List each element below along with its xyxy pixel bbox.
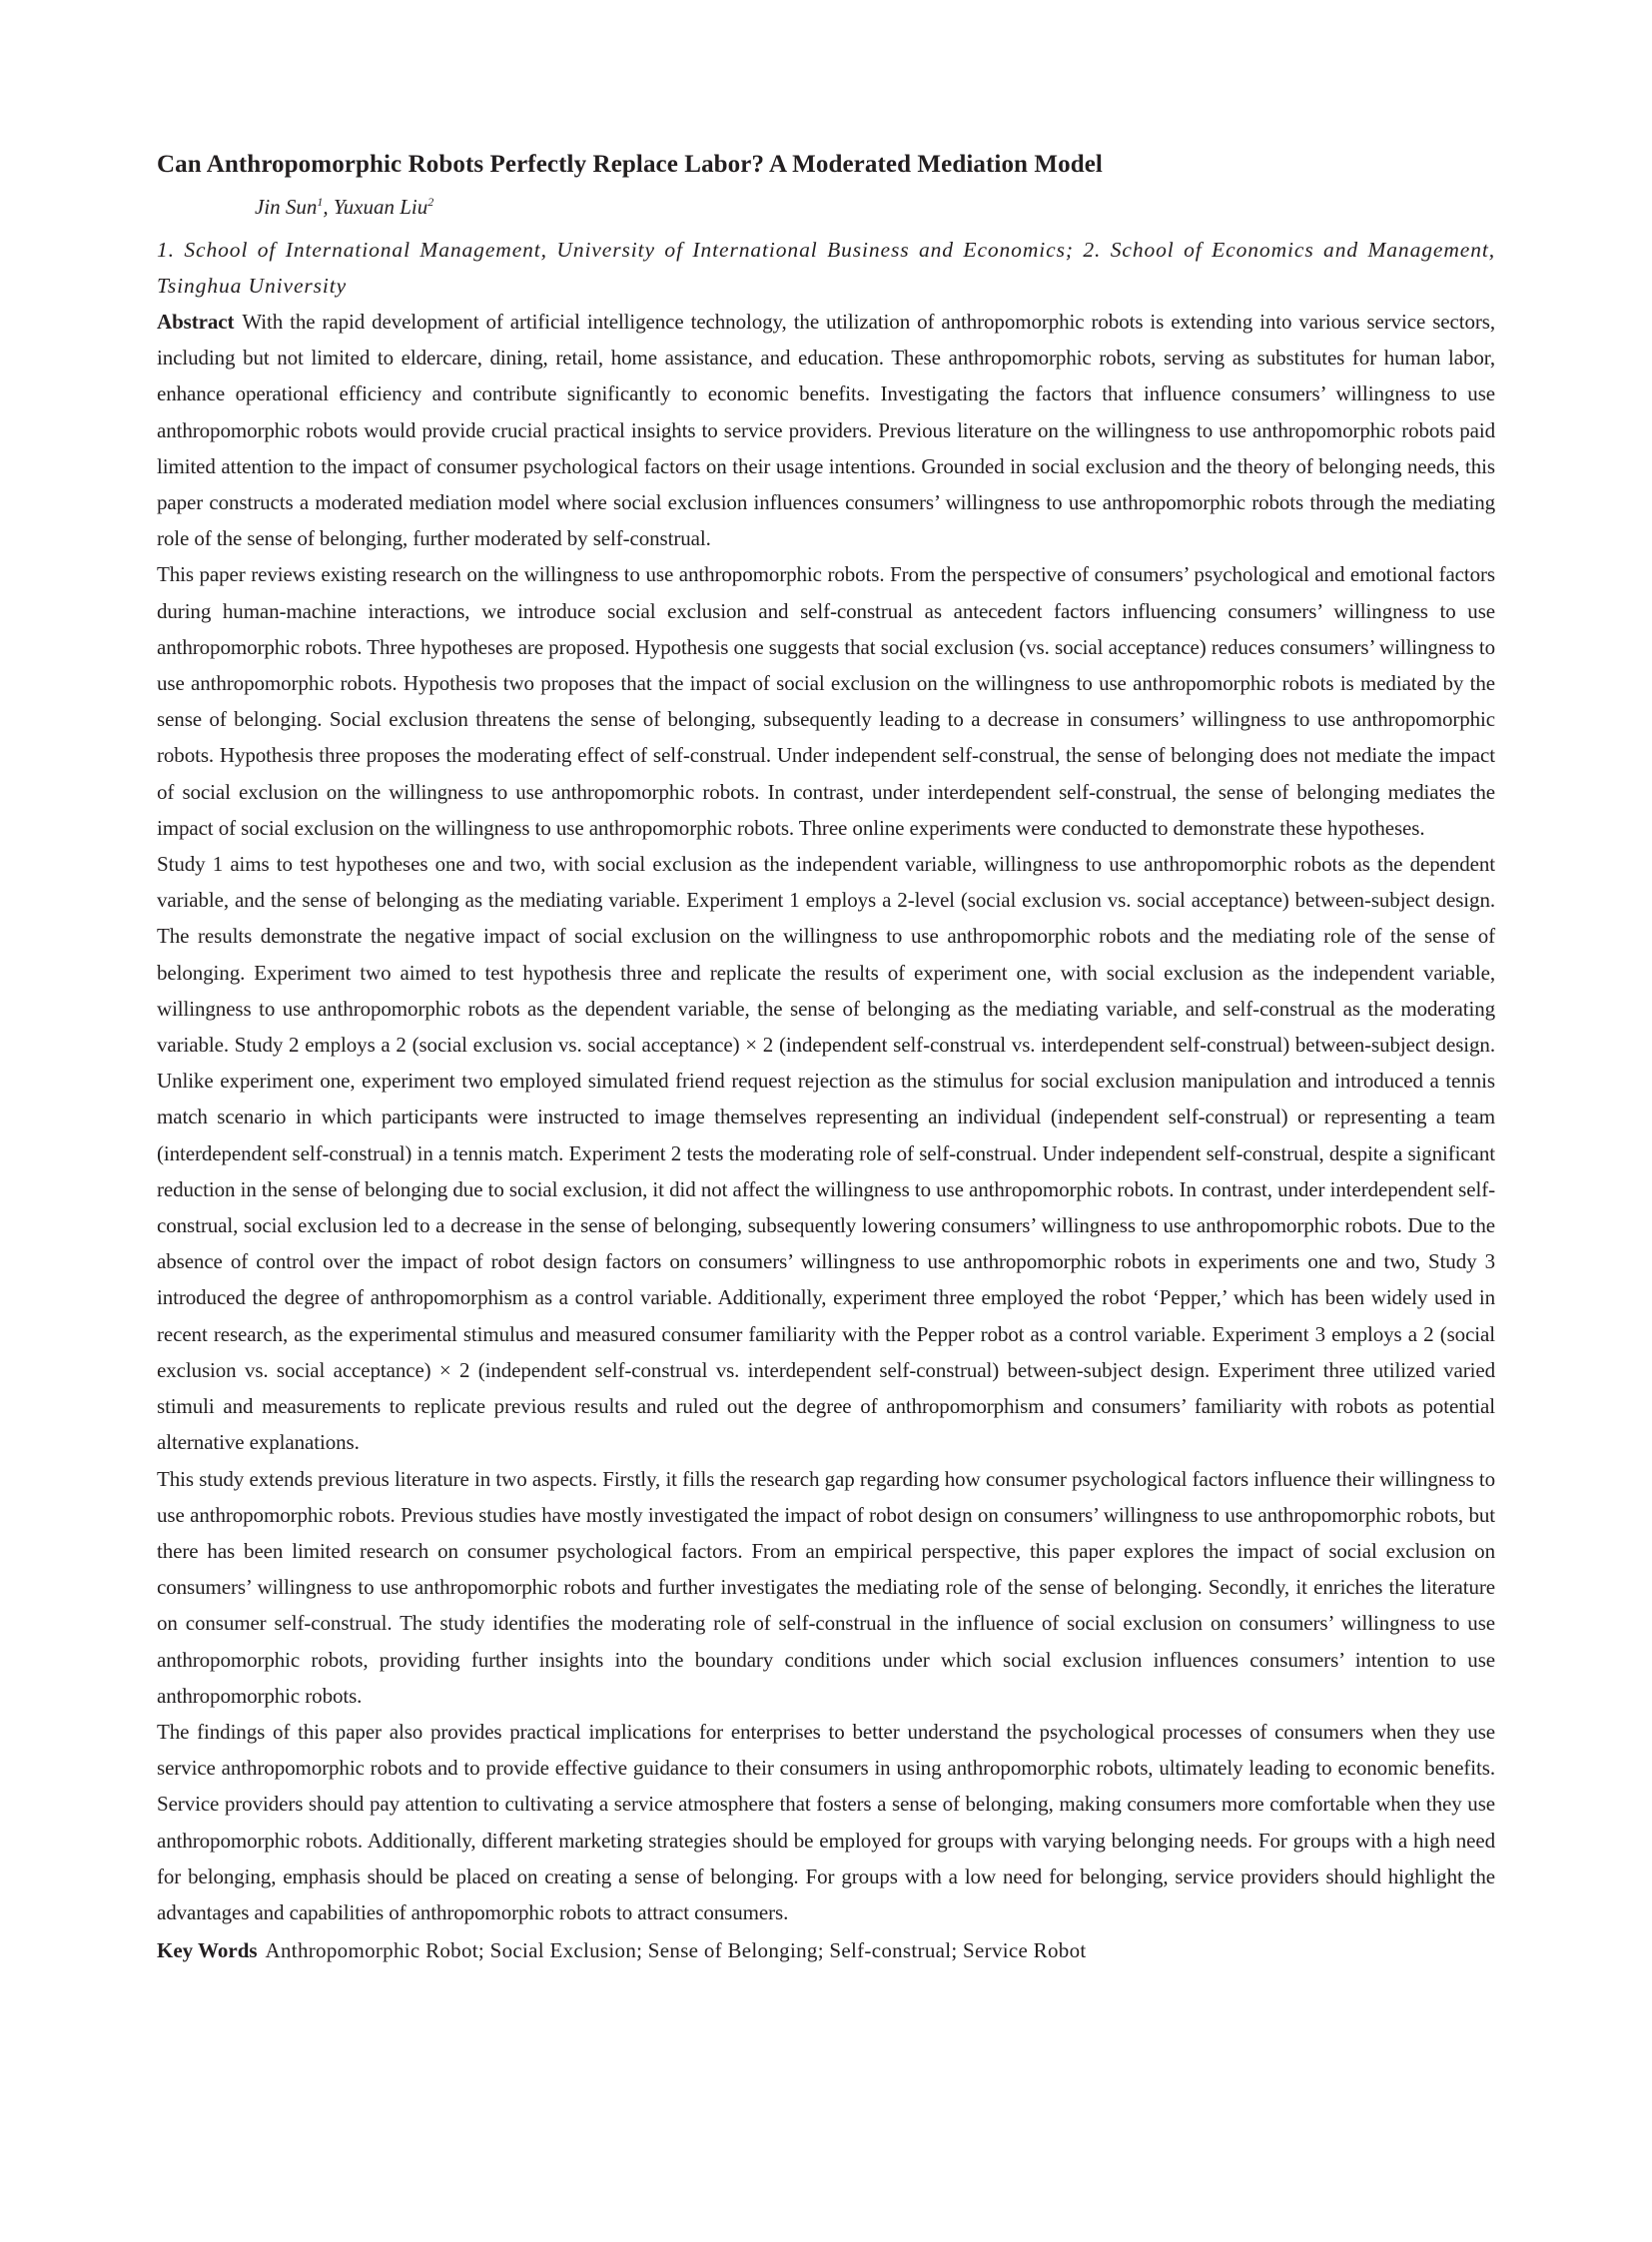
affiliation-mark: 2 xyxy=(427,195,434,209)
author-separator: , xyxy=(323,195,334,219)
author-name: Jin Sun xyxy=(255,195,318,219)
affiliations: 1. School of International Management, University of International Business and Economics; 2. School of Economics and Management, Tsinghua University xyxy=(157,238,1495,298)
abstract-paragraph xyxy=(157,304,1495,556)
affiliation-mark: 1 xyxy=(317,195,324,209)
author-name: Yuxuan Liu xyxy=(333,195,428,219)
paper-page xyxy=(157,148,1495,1968)
abstract-text: With the rapid development of artificial intelligence technology, the utilization of anthropomorphic robots is extending into various service sectors, including but not limited to eldercare, dining, retail, home assistance, and education. These anthropomorphic robots, serving as substitutes for human labor, enhance operational efficiency and contribute significantly to economic benefits. Investigating the factors that influence consumers’ willingness to use anthropomorphic robots would provide crucial practical insights to service providers. Previous literature on the willingness to use anthropomorphic robots paid limited attention to the impact of consumer psychological factors on their usage intentions. Grounded in social exclusion and the theory of belonging needs, this paper constructs a moderated mediation model where social exclusion influences consumers’ willingness to use anthropomorphic robots through the mediating role of the sense of belonging, further moderated by self-construal. xyxy=(157,310,1495,551)
paper-title: Can Anthropomorphic Robots Perfectly Replace Labor? A Moderated Mediation Model xyxy=(157,151,1103,178)
body-paragraph: The findings of this paper also provides practical implications for enterprises to better understand the psychological processes of consumers when they use service anthropomorphic robots and to provide effective guidance to their consumers in using anthropomorphic robots, ultimately leading to economic benefits. Service providers should pay attention to cultivating a service atmosphere that fosters a sense of belonging, making consumers more comfortable when they use anthropomorphic robots. Additionally, different marketing strategies should be employed for groups with varying belonging needs. For groups with a high need for belonging, emphasis should be placed on creating a sense of belonging. For groups with a low need for belonging, service providers should highlight the advantages and capabilities of anthropomorphic robots to attract consumers. xyxy=(157,1719,1495,1924)
author-line xyxy=(255,192,1495,222)
keywords-text: Anthropomorphic Robot; Social Exclusion; Sense of Belonging; Self-construal; Service Robot xyxy=(265,1938,1087,1963)
abstract-label: Abstract xyxy=(157,310,235,334)
body-paragraph: This study extends previous literature in two aspects. Firstly, it fills the research gap regarding how consumer psychological factors influence their willingness to use anthropomorphic robots. Previous studies have mostly investigated the impact of robot design on consumers’ willingness to use anthropomorphic robots, but there has been limited research on consumer psychological factors. From an empirical perspective, this paper explores the impact of social exclusion on consumers’ willingness to use anthropomorphic robots and further investigates the mediating role of the sense of belonging. Secondly, it enriches the literature on consumer self-construal. The study identifies the moderating role of self-construal in the influence of social exclusion on consumers’ willingness to use anthropomorphic robots, providing further insights into the boundary conditions under which social exclusion influences consumers’ intention to use anthropomorphic robots. xyxy=(157,1466,1495,1708)
keywords-label: Key Words xyxy=(157,1938,258,1963)
body-paragraph: This paper reviews existing research on the willingness to use anthropomorphic robots. From the perspective of consumers’ psychological and emotional factors during human-machine interactions, we introduce social exclusion and self-construal as antecedent factors influencing consumers’ willingness to use anthropomorphic robots. Three hypotheses are proposed. Hypothesis one suggests that social exclusion (vs. social acceptance) reduces consumers’ willingness to use anthropomorphic robots. Hypothesis two proposes that the impact of social exclusion on the willingness to use anthropomorphic robots is mediated by the sense of belonging. Social exclusion threatens the sense of belonging, subsequently leading to a decrease in consumers’ willingness to use anthropomorphic robots. Hypothesis three proposes the moderating effect of self-construal. Under independent self-construal, the sense of belonging does not mediate the impact of social exclusion on the willingness to use anthropomorphic robots. In contrast, under interdependent self-construal, the sense of belonging mediates the impact of social exclusion on the willingness to use anthropomorphic robots. Three online experiments were conducted to demonstrate these hypotheses. xyxy=(157,562,1495,840)
body-paragraph: Study 1 aims to test hypotheses one and two, with social exclusion as the independent variable, willingness to use anthropomorphic robots as the dependent variable, and the sense of belonging as the mediating variable. Experiment 1 employs a 2-level (social exclusion vs. social acceptance) between-subject design. The results demonstrate the negative impact of social exclusion on the willingness to use anthropomorphic robots and the mediating role of the sense of belonging. Experiment two aimed to test hypothesis three and replicate the results of experiment one, with social exclusion as the independent variable, willingness to use anthropomorphic robots as the dependent variable, the sense of belonging as the mediating variable, and self-construal as the moderating variable. Study 2 employs a 2 (social exclusion vs. social acceptance) × 2 (independent self-construal vs. interdependent self-construal) between-subject design. Unlike experiment one, experiment two employed simulated friend request rejection as the stimulus for social exclusion manipulation and introduced a tennis match scenario in which participants were instructed to image themselves representing an individual (independent self-construal) or representing a team (interdependent self-construal) in a tennis match. Experiment 2 tests the moderating role of self-construal. Under independent self-construal, despite a significant reduction in the sense of belonging due to social exclusion, it did not affect the willingness to use anthropomorphic robots. In contrast, under interdependent self-construal, social exclusion led to a decrease in the sense of belonging, subsequently lowering consumers’ willingness to use anthropomorphic robots. Due to the absence of control over the impact of robot design factors on consumers’ willingness to use anthropomorphic robots in experiments one and two, Study 3 introduced the degree of anthropomorphism as a control variable. Additionally, experiment three employed the robot ‘Pepper,’ which has been widely used in recent research, as the experimental stimulus and measured consumer familiarity with the Pepper robot as a control variable. Experiment 3 employs a 2 (social exclusion vs. social acceptance) × 2 (independent self-construal vs. interdependent self-construal) between-subject design. Experiment three utilized varied stimuli and measurements to replicate previous results and ruled out the degree of anthropomorphism and consumers’ familiarity with robots as potential alternative explanations. xyxy=(157,852,1495,1455)
keywords-line xyxy=(157,1932,1495,1968)
